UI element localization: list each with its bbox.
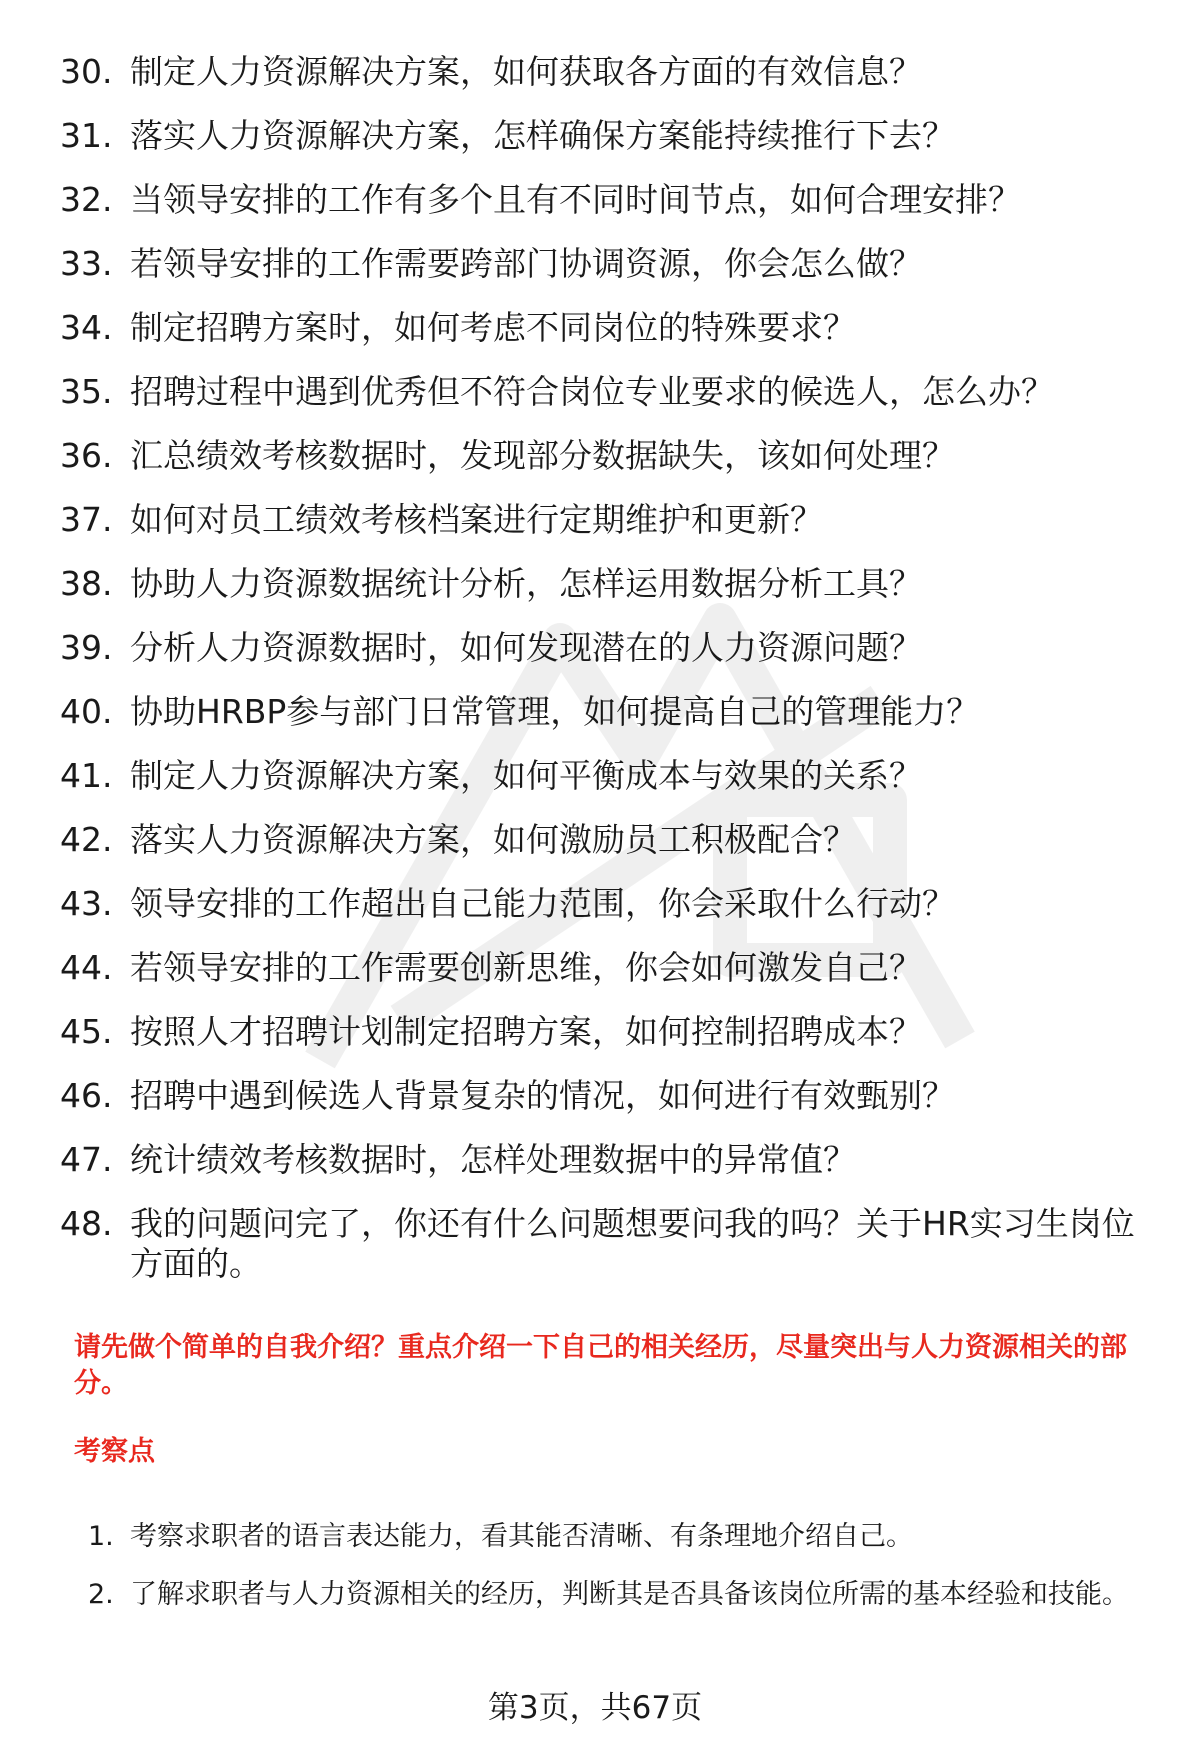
question-item bbox=[60, 1012, 1154, 1052]
question-text: 招聘过程中遇到优秀但不符合岗位专业要求的候选人，怎么办？ bbox=[130, 372, 1054, 411]
question-item bbox=[60, 308, 1154, 348]
question-text: 分析人力资源数据时，如何发现潜在的人力资源问题？ bbox=[130, 628, 922, 667]
question-item bbox=[60, 1140, 1154, 1180]
point-number: 1. bbox=[88, 1521, 114, 1552]
question-number: 37. bbox=[60, 500, 113, 539]
question-number: 33. bbox=[60, 244, 113, 283]
question-item bbox=[60, 1076, 1154, 1116]
question-item bbox=[60, 500, 1154, 540]
question-number: 38. bbox=[60, 564, 113, 603]
question-text: 按照人才招聘计划制定招聘方案，如何控制招聘成本？ bbox=[130, 1012, 922, 1051]
question-item bbox=[60, 436, 1154, 476]
question-item bbox=[60, 820, 1154, 860]
assessment-point bbox=[60, 1508, 1154, 1566]
section-heading: 请先做个简单的自我介绍？重点介绍一下自己的相关经历，尽量突出与人力资源相关的部分。 bbox=[74, 1332, 1127, 1399]
question-number: 43. bbox=[60, 884, 113, 923]
assessment-points bbox=[60, 1508, 1154, 1624]
question-text: 协助HRBP参与部门日常管理，如何提高自己的管理能力？ bbox=[130, 692, 980, 731]
question-number: 34. bbox=[60, 308, 113, 347]
question-item bbox=[60, 884, 1154, 924]
question-item bbox=[60, 564, 1154, 604]
question-number: 32. bbox=[60, 180, 113, 219]
question-number: 35. bbox=[60, 372, 113, 411]
question-text: 汇总绩效考核数据时，发现部分数据缺失，该如何处理？ bbox=[130, 436, 955, 475]
question-item bbox=[60, 116, 1154, 156]
question-text: 落实人力资源解决方案，如何激励员工积极配合？ bbox=[130, 820, 856, 859]
question-item bbox=[60, 756, 1154, 796]
point-number: 2. bbox=[88, 1579, 114, 1610]
question-text: 制定人力资源解决方案，如何获取各方面的有效信息？ bbox=[130, 52, 922, 91]
question-item bbox=[60, 1204, 1154, 1284]
question-number: 48. bbox=[60, 1204, 113, 1243]
question-number: 44. bbox=[60, 948, 113, 987]
question-text: 若领导安排的工作需要创新思维，你会如何激发自己？ bbox=[130, 948, 922, 987]
question-text: 领导安排的工作超出自己能力范围，你会采取什么行动？ bbox=[130, 884, 955, 923]
question-item bbox=[60, 628, 1154, 668]
question-item bbox=[60, 52, 1154, 92]
question-item bbox=[60, 244, 1154, 284]
point-text: 考察求职者的语言表达能力，看其能否清晰、有条理地介绍自己。 bbox=[130, 1521, 913, 1552]
question-number: 45. bbox=[60, 1012, 113, 1051]
question-number: 40. bbox=[60, 692, 113, 731]
question-item bbox=[60, 948, 1154, 988]
question-text: 落实人力资源解决方案，怎样确保方案能持续推行下去？ bbox=[130, 116, 955, 155]
question-text: 当领导安排的工作有多个且有不同时间节点，如何合理安排？ bbox=[130, 180, 1021, 219]
question-text: 制定招聘方案时，如何考虑不同岗位的特殊要求？ bbox=[130, 308, 856, 347]
question-text: 统计绩效考核数据时，怎样处理数据中的异常值？ bbox=[130, 1140, 856, 1179]
question-item bbox=[60, 372, 1154, 412]
question-number: 30. bbox=[60, 52, 113, 91]
page-footer: 第3页，共67页 bbox=[487, 1690, 703, 1726]
question-text: 若领导安排的工作需要跨部门协调资源，你会怎么做？ bbox=[130, 244, 922, 283]
question-text: 招聘中遇到候选人背景复杂的情况，如何进行有效甄别？ bbox=[130, 1076, 955, 1115]
question-text: 如何对员工绩效考核档案进行定期维护和更新？ bbox=[130, 500, 823, 539]
question-number: 41. bbox=[60, 756, 113, 795]
question-number: 42. bbox=[60, 820, 113, 859]
question-number: 36. bbox=[60, 436, 113, 475]
question-text: 我的问题问完了，你还有什么问题想要问我的吗？关于HR实习生岗位方面的。 bbox=[130, 1204, 1135, 1283]
assessment-point bbox=[60, 1566, 1154, 1624]
question-number: 31. bbox=[60, 116, 113, 155]
question-item bbox=[60, 180, 1154, 220]
question-item bbox=[60, 692, 1154, 732]
question-number: 46. bbox=[60, 1076, 113, 1115]
question-number: 47. bbox=[60, 1140, 113, 1179]
question-text: 协助人力资源数据统计分析，怎样运用数据分析工具？ bbox=[130, 564, 922, 603]
sub-heading: 考察点 bbox=[74, 1436, 155, 1467]
question-text: 制定人力资源解决方案，如何平衡成本与效果的关系？ bbox=[130, 756, 922, 795]
question-number: 39. bbox=[60, 628, 113, 667]
point-text: 了解求职者与人力资源相关的经历，判断其是否具备该岗位所需的基本经验和技能。 bbox=[130, 1579, 1129, 1610]
question-list bbox=[60, 52, 1154, 1284]
